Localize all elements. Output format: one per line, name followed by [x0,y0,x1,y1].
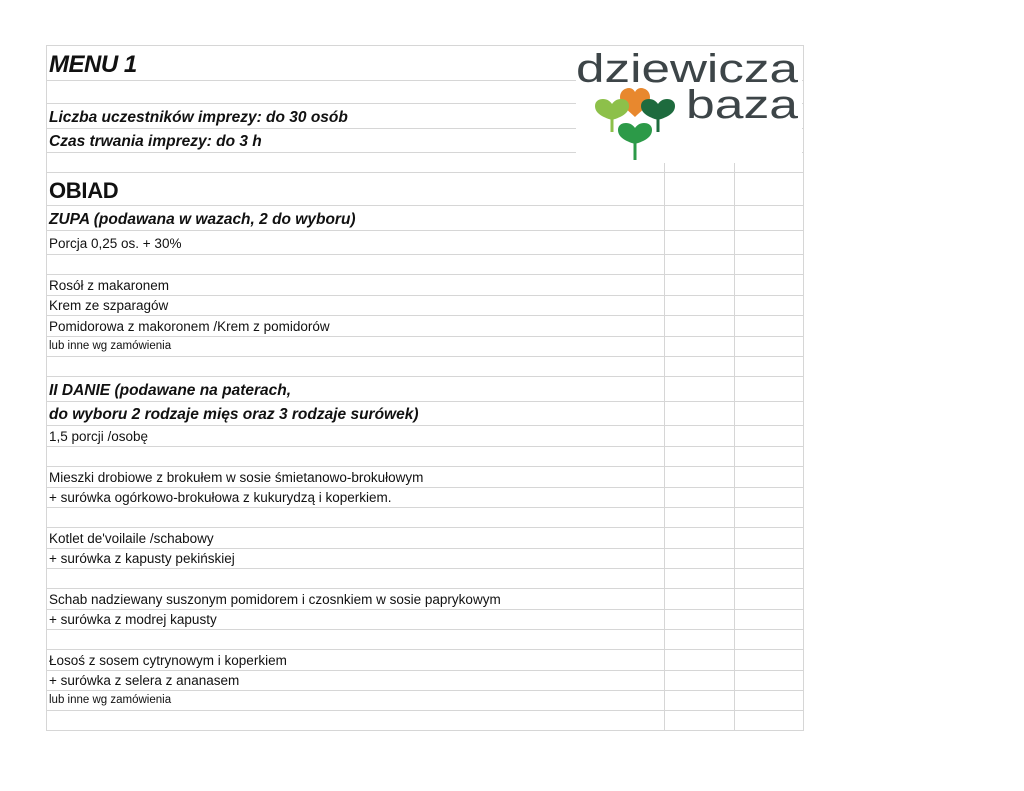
sheet-row [47,377,803,402]
sheet-row [47,173,803,206]
light-green-leaf-stem [611,118,614,132]
sheet-row [47,671,803,691]
menu-title: MENU 1 [49,51,137,78]
sheet-row [47,711,803,731]
dziewicza-baza-logo [576,46,802,162]
sheet-row [47,589,803,610]
side-salad: + surówka z selera z ananasem [49,672,240,688]
main-header: do wyboru 2 rodzaje mięs oraz 3 rodzaje surówek) [49,405,419,423]
side-salad: + surówka ogórkowo-brokułowa z kukurydzą i koperkiem. [49,489,392,505]
sheet-row [47,508,803,528]
sheet-row [47,549,803,569]
soup-portion: Porcja 0,25 os. + 30% [49,235,182,251]
main-dish: Schab nadziewany suszonym pomidorem i czosnkiem w sosie paprykowym [49,591,501,607]
section-title: OBIAD [49,178,119,203]
duration-label: Czas trwania imprezy: do 3 h [49,132,262,150]
sheet-row [47,402,803,426]
green-leaf-icon [618,123,652,144]
sheet-row [47,316,803,337]
main-dish: Kotlet de'voilaile /schabowy [49,530,214,546]
dark-green-leaf-stem [657,118,660,132]
sheet-row [47,467,803,488]
sheet-row [47,447,803,467]
main-dish: Łosoś z sosem cytrynowym i koperkiem [49,652,287,668]
participants-label: Liczba uczestników imprezy: do 30 osób [49,108,348,126]
side-salad: + surówka z kapusty pekińskiej [49,550,235,566]
main-dish: Mieszki drobiowe z brokułem w sosie śmietanowo-brokułowym [49,469,424,485]
side-salad: + surówka z modrej kapusty [49,611,217,627]
sheet-row [47,488,803,508]
sheet-row [47,528,803,549]
main-portion: 1,5 porcji /osobę [49,428,149,444]
sheet-row [47,206,803,231]
soup-item: Krem ze szparagów [49,297,169,313]
soup-item: Rosół z makaronem [49,277,170,293]
sheet-row [47,275,803,296]
sheet-row [47,296,803,316]
sheet-row [47,337,803,357]
sheet-row [47,650,803,671]
sheet-row [47,255,803,275]
sheet-row [47,569,803,589]
logo-wordmark-bottom: baza [686,83,799,127]
sheet-row [47,630,803,650]
sheet-row [47,426,803,447]
green-leaf-stem [634,142,637,160]
main-header: II DANIE (podawane na paterach, [49,381,292,399]
main-other: lub inne wg zamówienia [49,693,172,706]
soup-item: Pomidorowa z makoronem /Krem z pomidorów [49,318,330,334]
sheet-row [47,691,803,711]
sheet-row [47,231,803,255]
dark-green-leaf-icon [641,99,675,120]
soup-other: lub inne wg zamówienia [49,339,172,352]
sheet-row [47,610,803,630]
sheet-row [47,357,803,377]
soup-header: ZUPA (podawana w wazach, 2 do wyboru) [49,210,356,228]
logo-wordmark-top: dziewicza [576,47,799,91]
light-green-leaf-icon [595,99,629,120]
